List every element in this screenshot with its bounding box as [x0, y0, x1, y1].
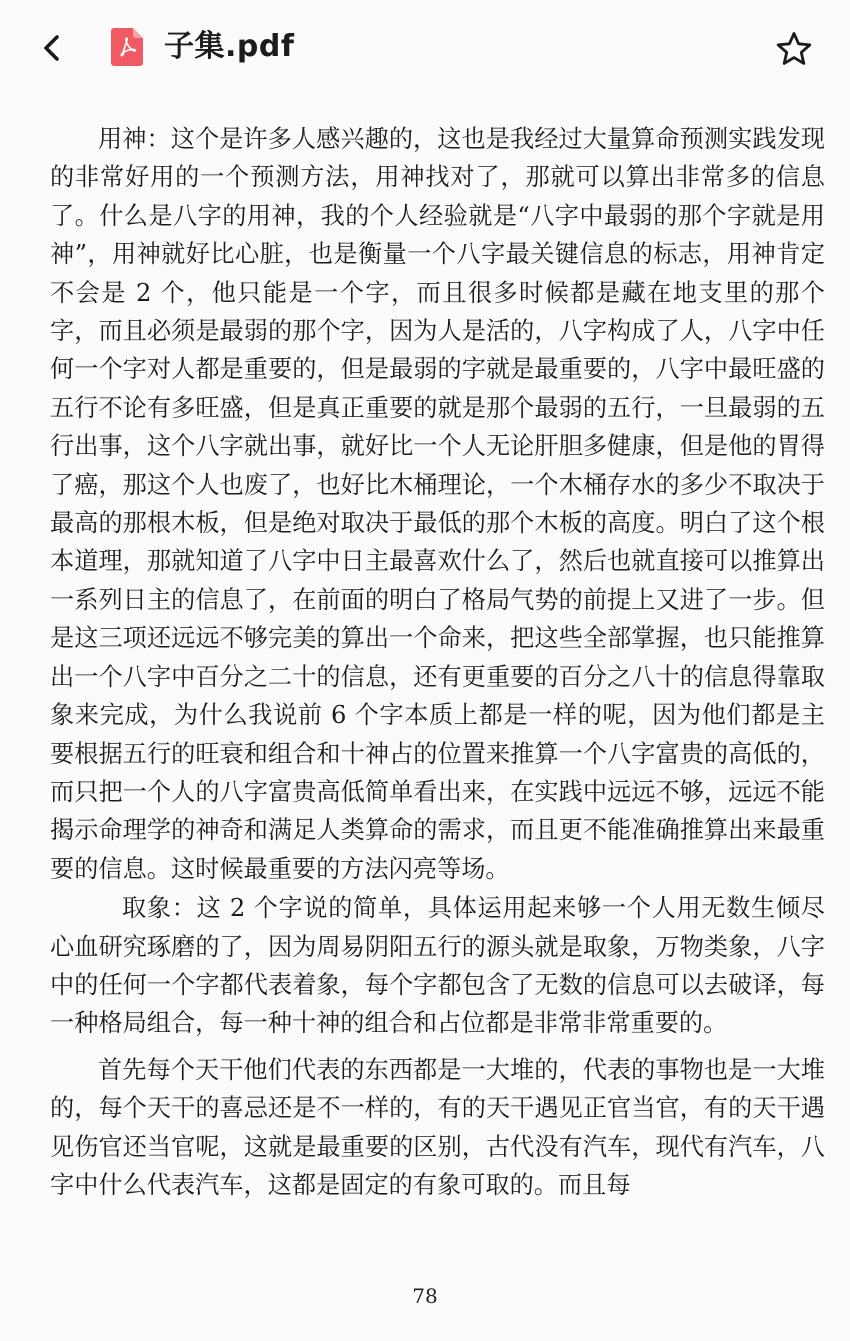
- top-app-bar: [0, 0, 850, 100]
- paragraph-tiangan: 首先每个天干他们代表的东西都是一大堆的，代表的事物也是一大堆的，每个天干的喜忌还是不一样的，有的天干遇见正官当官，有的天干遇见伤官还当官呢，这就是最重要的区别，古代没有汽车，现代有汽车，八字中什么代表汽车，这都是固定的有象可取的。而且每: [50, 1055, 825, 1199]
- document-title: 子集.pdf: [164, 29, 295, 64]
- paragraph-yongshen: 用神：这个是许多人感兴趣的，这也是我经过大量算命预测实践发现的非常好用的一个预测方法，用神找对了，那就可以算出非常多的信息了。什么是八字的用神，我的个人经验就是“八字中最弱的那个字就是用神”，用神就好比心脏，也是衡量一个八字最关键信息的标志，用神肯定不会是 2 个，他只能是一个字，而且很多时候都是藏在地支里的那个字，而且必须是最弱的那个字，因为人是活的，八字构成了人，八字中任何一个字对人都是重要的，但是最弱的字就是最重要的，八字中最旺盛的五行不论有多旺盛，但是真正重要的就是那个最弱的五行，一旦最弱的五行出事，这个八字就出事，就好比一个人无论肝胆多健康，但是他的胃得了癌，那这个人也废了，也好比木桶理论，一个木桶存水的多少不取决于最高的那根木板，但是绝对取决于最低的那个木板的高度。明白了这个根本道理，那就知道了八字中日主最喜欢什么了，然后也就直接可以推算出一系列日主的信息了，在前面的明白了格局气势的前提上又进了一步。但是这三项还远远不够完美的算出一个命来，把这些全部掌握，也只能推算出一个八字中百分之二十的信息，还有更重要的百分之八十的信息得靠取象来完成，为什么我说前 6 个字本质上都是一样的呢，因为他们都是主要根据五行的旺衰和组合和十神占的位置来推算一个八字富贵的高低的，而只把一个人的八字富贵高低简单看出来，在实践中远远不够，远远不能揭示命理学的神奇和满足人类算命的需求，而且更不能准确推算出来最重要的信息。这时候最重要的方法闪亮等场。: [50, 125, 825, 883]
- page-body: [50, 120, 825, 1204]
- pdf-file-icon: [111, 28, 143, 66]
- page-number: 78: [412, 1284, 438, 1308]
- bookmark-button[interactable]: [772, 27, 816, 71]
- chevron-left-icon: [39, 33, 65, 63]
- pdf-page: [0, 100, 850, 1341]
- paragraph-quxiang: 取象：这 2 个字说的简单，具体运用起来够一个人用无数生倾尽心血研究琢磨的了，因为周易阴阳五行的源头就是取象，万物类象，八字中的任何一个字都代表着象，每个字都包含了无数的信息可以去破译，每一种格局组合，每一种十神的组合和占位都是非常非常重要的。: [50, 894, 825, 1038]
- star-outline-icon: [775, 30, 813, 68]
- back-button[interactable]: [30, 26, 74, 70]
